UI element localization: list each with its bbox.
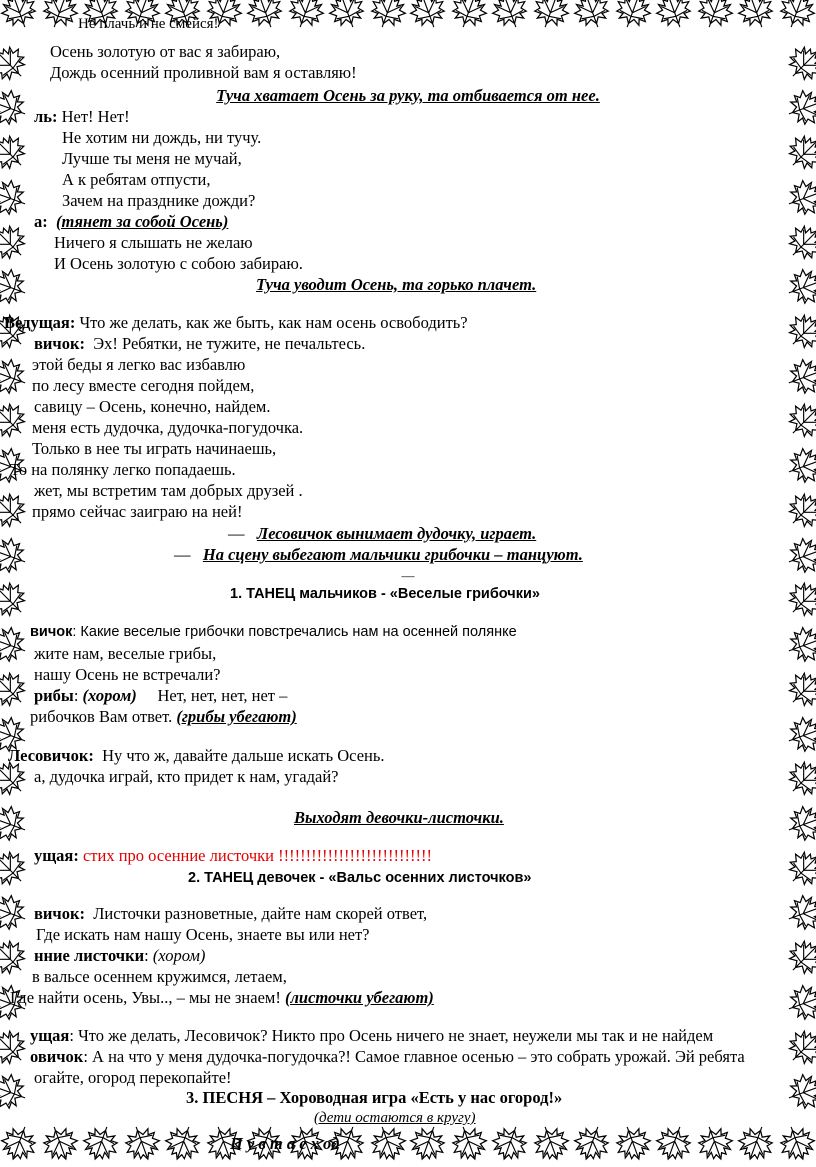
speaker: вичок: [34,904,85,923]
maple-leaf-icon [527,0,576,35]
speaker: вичок: [34,334,85,353]
maple-leaf-icon [781,800,816,849]
text-line: Дождь осенний проливной вам я оставляю! [50,63,357,82]
maple-leaf-icon [781,174,816,223]
text-line: Ничего я слышать не желаю [54,233,253,252]
stage-direction: — Лесовичок вынимает дудочку, играет. [228,524,537,543]
song-heading: 3. ПЕСНЯ – Хороводная игра «Есть у нас огород!» [186,1088,563,1107]
speech: Нет, нет, нет, нет – [157,686,288,705]
text-line: Лучше ты меня не мучай, [62,149,242,168]
maple-leaf-icon [781,889,816,938]
partial-line: П у в т а е х од [230,1134,340,1153]
maple-leaf-icon [778,842,816,896]
song-note: (дети остаются в кругу) [314,1110,476,1126]
speech: : Что же делать, Лесовичок? Никто про Осень ничего не знает, неужели мы так и не найдем [69,1026,714,1045]
text-line: Зачем на празднике дожди? [62,191,256,210]
dialogue-line [8,746,385,766]
text-line: а, дудочка играй, кто придет к нам, угадай? [34,767,339,786]
dash: — [401,568,415,583]
chorus-note: (хором) [152,946,206,965]
maple-leaf-icon [0,1068,33,1117]
maple-leaf-icon [781,979,816,1028]
speech: Нет! Нет! [61,107,130,126]
speaker: Лесовичок: [8,746,94,765]
speaker: вичок [30,624,73,640]
maple-leaf-icon [778,305,816,359]
maple-leaf-icon [781,1068,816,1117]
partial-line: Не плачь и не смейся! [78,16,219,32]
speaker: нние листочки [34,946,145,965]
speaker: ущая: [34,846,79,865]
maple-leaf-icon [778,126,816,180]
text-line: нашу Осень не встречали? [34,665,221,684]
maple-leaf-icon [781,353,816,402]
text-line: То на полянку легко попадаешь. [10,460,236,479]
dialogue-line: нние листочки: (хором) [34,946,206,965]
maple-leaf-icon [77,1119,126,1167]
text-line: Не хотим ни дождь, ни тучу. [62,128,262,147]
text-line: по лесу вместе сегодня пойдем, [32,376,255,395]
maple-leaf-icon [781,621,816,670]
text-line: прямо сейчас заиграю на ней! [32,502,243,521]
maple-leaf-icon [781,711,816,760]
maple-leaf-icon [0,842,36,896]
maple-leaf-icon [0,484,36,538]
speech: Эх! Ребятки, не тужите, не печальтесь. [93,334,366,353]
action-note: (грибы убегают) [176,707,297,726]
maple-leaf-icon [650,1119,699,1167]
maple-leaf-icon [778,37,816,91]
text-line: И Осень золотую с собою забираю. [54,254,303,273]
maple-leaf-icon [778,394,816,448]
maple-leaf-icon [778,484,816,538]
maple-leaf-icon [781,263,816,312]
maple-leaf-icon [778,1021,816,1075]
maple-leaf-icon [609,0,658,35]
maple-leaf-icon [0,1119,43,1167]
dialogue-line [34,846,432,866]
speech: : Какие веселые грибочки повстречались нам на осенней полянке [72,624,517,640]
dialogue-line [30,622,517,642]
dialogue-line [34,334,365,354]
speaker: а: [34,212,48,231]
maple-leaf-icon [0,353,33,402]
maple-leaf-icon [0,126,36,180]
maple-leaf-icon [778,216,816,270]
chorus-note: (хором) [82,686,137,705]
dialogue-line: рибочков Вам ответ. (грибы убегают) [30,707,297,726]
speaker: ущая [30,1026,70,1045]
dialogue-line: рибы: (хором) Нет, нет, нет, нет – [34,686,288,705]
stage-direction: Туча уводит Осень, та горько плачет. [256,275,537,294]
speech: Ну что ж, давайте дальше искать Осень. [102,746,385,765]
maple-leaf-icon [282,0,331,35]
maple-leaf-icon [568,1119,617,1167]
dialogue-line [30,1047,745,1067]
stage-direction: Туча хватает Осень за руку, та отбивается от нее. [216,86,600,105]
maple-leaf-icon [0,394,36,448]
maple-leaf-icon [732,1119,781,1167]
text-line: А к ребятам отпусти, [62,170,211,189]
dance-heading: 1. ТАНЕЦ мальчиков - «Веселые грибочки» [230,586,540,602]
maple-leaf-icon [159,1119,208,1167]
speech: стих про осенние листочки !!!!!!!!!!!!!!!!!!!!!!!!!!!! [82,846,432,865]
maple-leaf-icon [486,1119,535,1167]
maple-leaf-icon [0,621,33,670]
maple-leaf-icon [778,931,816,985]
speaker: рибы [34,686,74,705]
dialogue-line [4,313,468,333]
maple-leaf-icon [0,37,36,91]
speech: Листочки разноветные, дайте нам скорей ответ, [93,904,428,923]
stage-direction: Выходят девочки-листочки. [294,808,504,827]
maple-leaf-icon [0,174,33,223]
dance-heading: 2. ТАНЕЦ девочек - «Вальс осенних листочков» [188,870,532,886]
maple-leaf-icon [781,442,816,491]
text-line: жет, мы встретим там добрых друзей . [34,481,303,500]
action-note: (листочки убегают) [284,988,434,1007]
text-line: огайте, огород перекопайте! [34,1068,232,1087]
text-line: Только в нее ты играть начинаешь, [32,439,277,458]
text-line: савицу – Осень, конечно, найдем. [34,397,271,416]
speaker: Ведущая: [4,313,76,332]
dialogue-line [34,107,130,127]
dialogue-line [30,1026,713,1046]
stage-direction: — На сцену выбегают мальчики грибочки – танцуют. [174,545,583,564]
maple-leaf-icon [0,263,33,312]
maple-leaf-icon [773,1119,816,1167]
maple-leaf-icon [118,1119,167,1167]
maple-leaf-icon [0,931,36,985]
speech: : А на что у меня дудочка-погудочка?! Самое главное осенью – это собрать урожай. Эй ребята [83,1047,745,1066]
maple-leaf-icon [527,1119,576,1167]
dialogue-line [34,212,228,232]
speech: Что же делать, как же быть, как нам осень освободить? [79,313,468,332]
maple-leaf-icon [0,889,33,938]
maple-leaf-icon [0,216,36,270]
action-note: (тянет за собой Осень) [56,212,229,231]
dialogue-line: Где найти осень, Увы.., – мы не знаем! (листочки убегают) [10,988,434,1007]
maple-leaf-icon [36,1119,85,1167]
text-line: в вальсе осеннем кружимся, летаем, [32,967,287,986]
speaker: овичок [30,1047,84,1066]
maple-leaf-icon [609,1119,658,1167]
maple-leaf-icon [778,752,816,806]
maple-leaf-icon [778,663,816,717]
maple-leaf-icon [691,1119,740,1167]
maple-leaf-icon [445,0,494,35]
text-line: жите нам, веселые грибы, [34,644,217,663]
text-line: Осень золотую от вас я забираю, [50,42,281,61]
text-line: меня есть дудочка, дудочка-погудочка. [32,418,304,437]
text-line: этой беды я легко вас избавлю [32,355,246,374]
maple-leaf-icon [773,0,816,35]
text-line: Где искать нам нашу Осень, знаете вы или нет? [36,925,370,944]
maple-leaf-icon [691,0,740,35]
dialogue-line [34,904,427,924]
speaker: ль: [34,107,58,126]
maple-leaf-icon [0,800,33,849]
